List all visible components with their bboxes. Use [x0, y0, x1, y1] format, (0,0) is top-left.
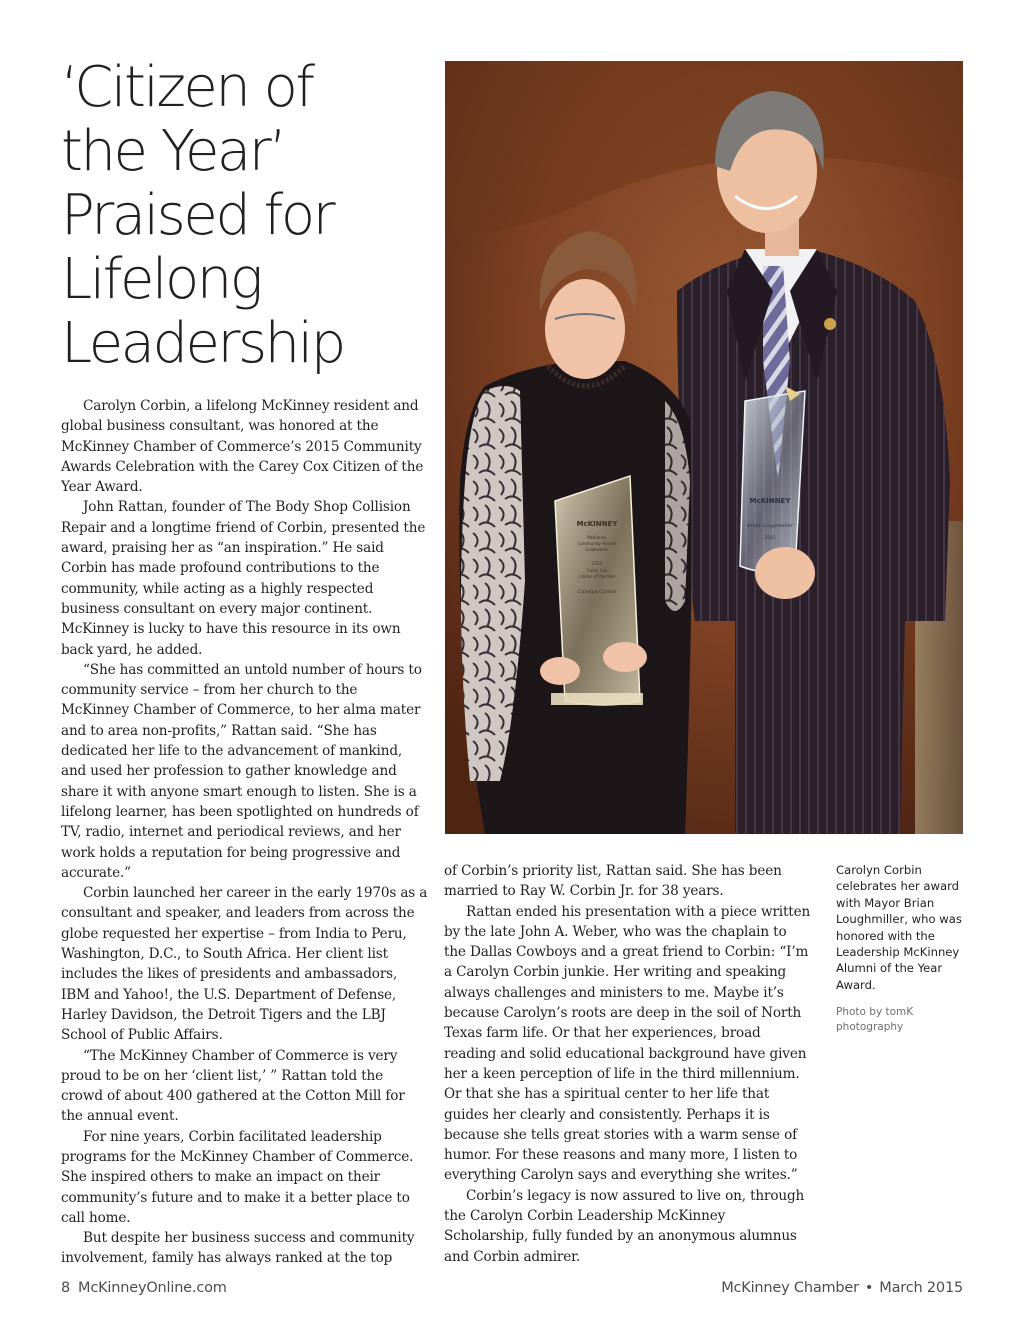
award-right-brand: McKINNEY	[749, 497, 791, 505]
footer-issue: March 2015	[879, 1280, 963, 1296]
article-paragraph: Carolyn Corbin, a lifelong McKinney resident and global business consultant, was honored at the McKinney Chamber of Commerce’s 2015 Community Awards Celebration with the Carey Cox Citizen of the Year Award.	[61, 398, 424, 496]
footer-right	[721, 1280, 963, 1296]
award-left-brand: McKINNEY	[576, 520, 618, 528]
headline-line: the Year’	[61, 119, 285, 184]
award-photo	[445, 61, 963, 834]
award-right-line: 2015	[764, 535, 776, 540]
award-right-signature: Brian Loughmiller	[746, 523, 794, 529]
photo-credit: Photo by tomK photography	[836, 1006, 914, 1033]
award-left-signature: Carolyn Corbin	[577, 589, 617, 595]
headline-line: Praised for	[61, 183, 334, 248]
article-paragraph: Corbin launched her career in the early 1970s as a consultant and speaker, and leaders from across the globe requested her expertise – from India to Peru, Washington, D.C., to South Africa. Her client list includes the likes of presidents and ambassadors, IBM and Yahoo!, the U.S. Department of Defense, Harley Davidson, the Detroit Tigers and the LBJ School of Public Affairs.	[61, 885, 428, 1044]
award-left-line: Community Awards	[577, 541, 617, 546]
award-left-line: Celebration	[585, 547, 609, 552]
footer-separator: •	[864, 1280, 874, 1296]
headline-line: ‘Citizen of	[61, 55, 313, 120]
award-left-line: 2015	[591, 561, 603, 566]
photo-caption: Carolyn Corbin celebrates her award with Mayor Brian Loughmiller, who was honored with the Leadership McKinney Alumni of the Year Award.	[836, 863, 962, 992]
article-paragraph: For nine years, Corbin facilitated leadership programs for the McKinney Chamber of Commerce. She inspired others to make an impact on their community’s future and to make it a better place to call home.	[61, 1128, 414, 1226]
award-left-line: Carey Cox	[586, 568, 608, 573]
article-paragraph: “She has committed an untold number of hours to community service – from her church to the McKinney Chamber of Commerce, to her alma mater and to area non-profits,” Rattan said. “She has dedicated her life to the advancement of mankind, and used her profession to gather knowledge and share it with anyone smart enough to listen. She is a lifelong learner, has been spotlighted on hundreds of TV, radio, internet and periodical reviews, and her work holds a reputation for being progressive and accurate.”	[61, 661, 422, 881]
award-left-line: McKinney	[587, 535, 607, 540]
article-paragraph: “The McKinney Chamber of Commerce is very proud to be on her ‘client list,’ ” Rattan told the crowd of about 400 gathered at the Cotton Mill for the annual event.	[61, 1047, 405, 1125]
article-headline	[61, 56, 431, 376]
award-left-line: Citizen of the Year	[578, 574, 616, 579]
article-paragraph: Corbin’s legacy is now assured to live on, through the Carolyn Corbin Leadership McKinney Scholarship, fully funded by an anonymous alumnus and Corbin admirer.	[444, 1187, 805, 1265]
footer-site: McKinneyOnline.com	[78, 1280, 227, 1296]
article-paragraph: John Rattan, founder of The Body Shop Collision Repair and a longtime friend of Corbin, presented the award, praising her as “an inspiration.” He said Corbin has made profound contributions to the community, while acting as a highly respected business consultant on every major continent. McKinney is lucky to have this resource in its own back yard, he added.	[61, 499, 426, 658]
footer-publication: McKinney Chamber	[721, 1280, 859, 1296]
article-paragraph: of Corbin’s priority list, Rattan said. She has been married to Ray W. Corbin Jr. for 38 years.	[444, 863, 782, 900]
article-column-1	[61, 396, 429, 1269]
article-column-2	[444, 861, 812, 1267]
footer-left	[61, 1280, 227, 1296]
article-paragraph: But despite her business success and community involvement, family has always ranked at the top	[61, 1230, 415, 1267]
page-number: 8	[61, 1280, 71, 1296]
article-paragraph: Rattan ended his presentation with a piece written by the late John A. Weber, who was the chaplain to the Dallas Cowboys and a great friend to Corbin: “I’m a Carolyn Corbin junkie. Her writing and speaking always challenges and ministers to me. Maybe it’s because Carolyn’s roots are deep in the soil of North Texas farm life. Or that her experiences, broad reading and solid educational background have given her a keen perception of life in the third millennium. Or that she has a spiritual center to her life that guides her clearly and consistently. Perhaps it is because she tells great stories with a warm sense of humor. For these reasons and many more, I listen to everything Carolyn says and everything she writes.”	[444, 903, 811, 1184]
headline-line: Leadership	[61, 311, 344, 376]
award-photo-illustration	[445, 61, 963, 834]
headline-line: Lifelong	[61, 247, 261, 312]
